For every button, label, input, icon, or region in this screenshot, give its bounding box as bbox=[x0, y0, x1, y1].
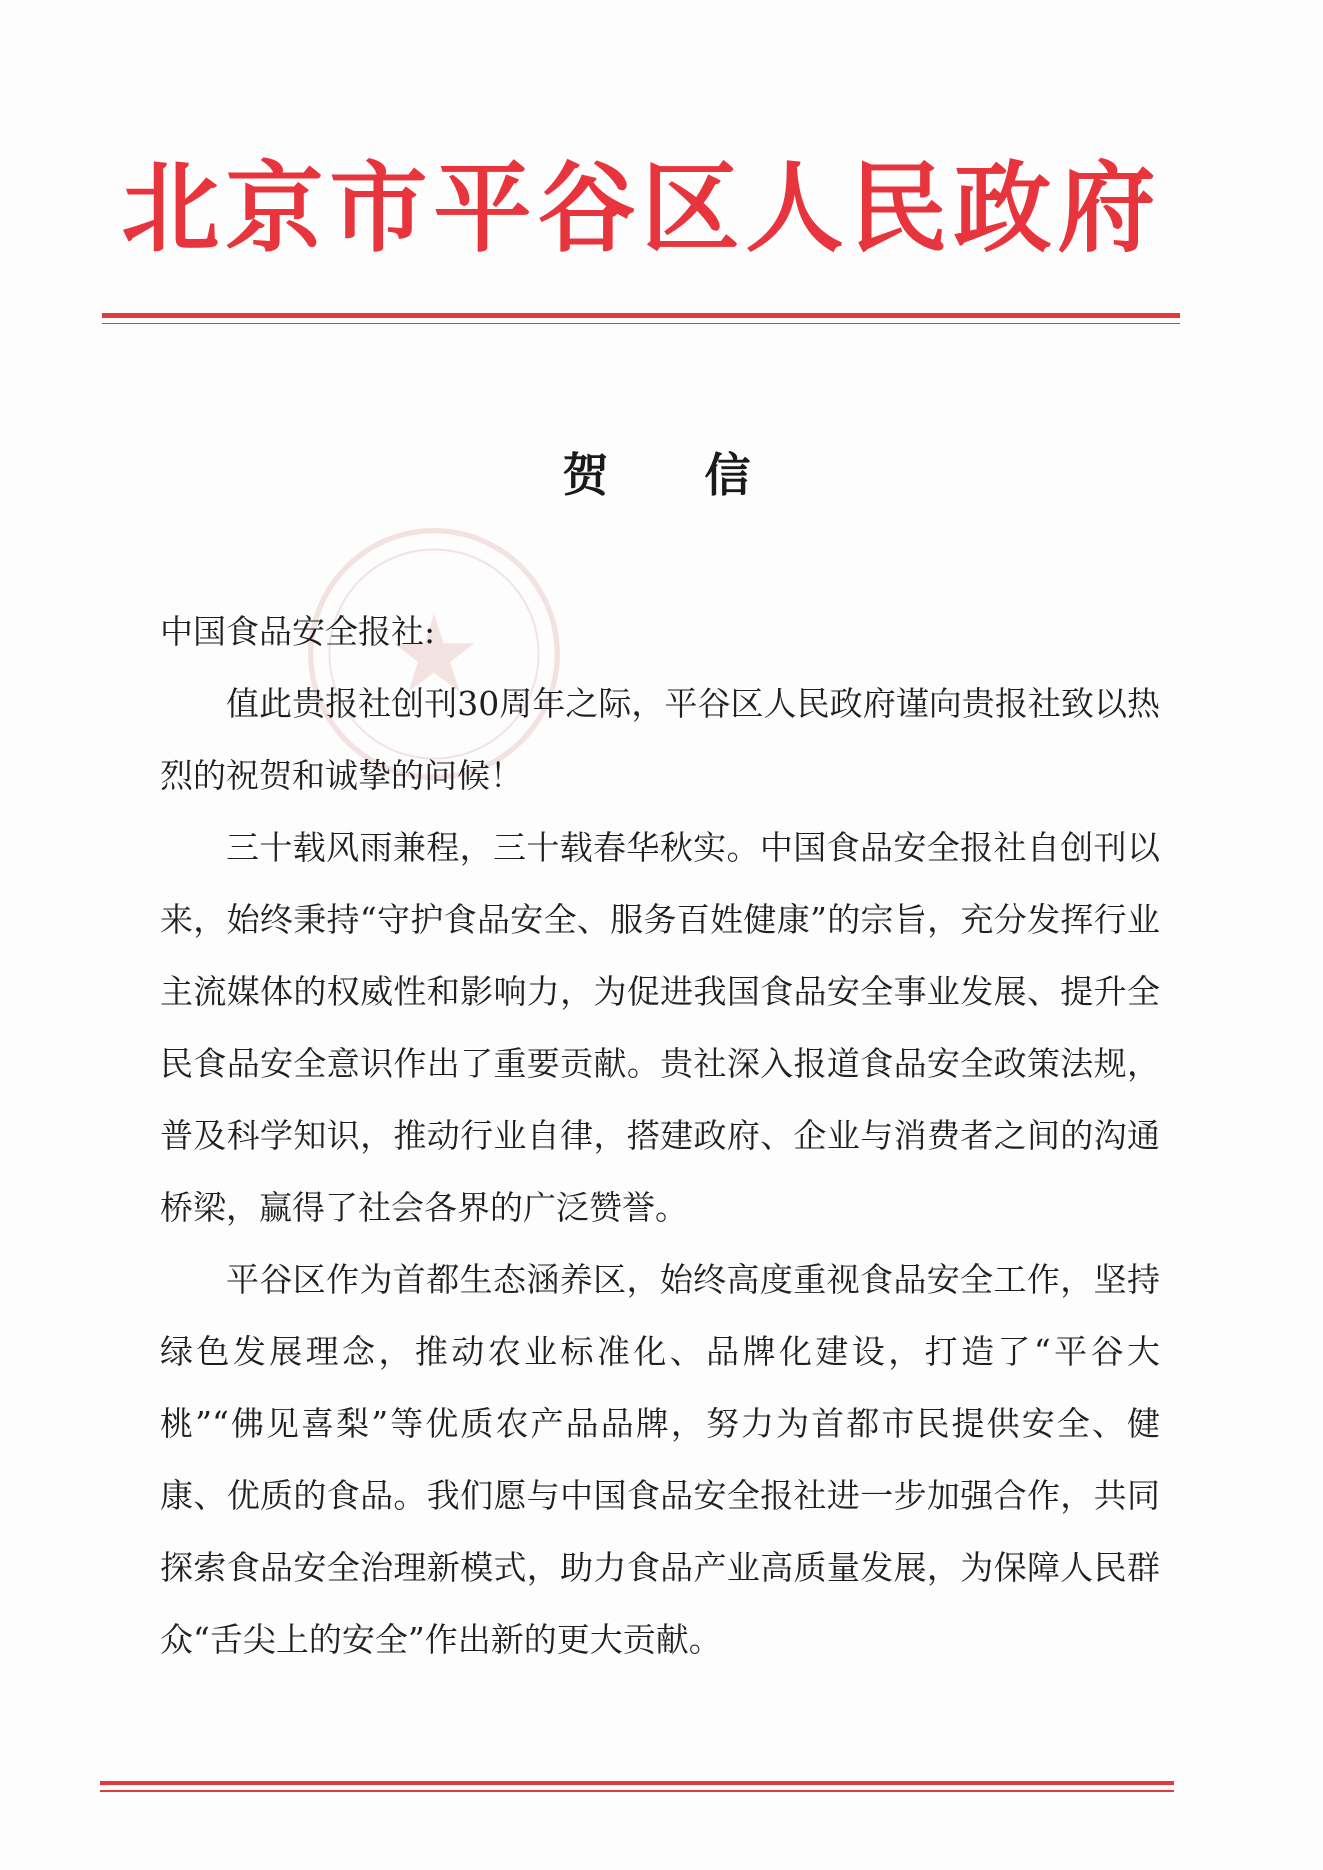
letter-paragraph: 三十载风雨兼程，三十载春华秋实。中国食品安全报社自创刊以来，始终秉持“守护食品安全、服务百姓健康”的宗旨，充分发挥行业主流媒体的权威性和影响力，为促进我国食品安全事业发展、提升全民食品安全意识作出了重要贡献。贵社深入报道食品安全政策法规，普及科学知识，推动行业自律，搭建政府、企业与消费者之间的沟通桥梁，赢得了社会各界的广泛赞誉。 bbox=[160, 828, 1160, 1227]
letter-salutation: 中国食品安全报社: bbox=[160, 612, 436, 651]
letter-body bbox=[160, 668, 1160, 1676]
letter-paragraph: 平谷区作为首都生态涵养区，始终高度重视食品安全工作，坚持绿色发展理念，推动农业标准化、品牌化建设，打造了“平谷大桃”“佛见喜梨”等优质农产品品牌，努力为首都市民提供安全、健康、优质的食品。我们愿与中国食品安全报社进一步加强合作，共同探索食品安全治理新模式，助力食品产业高质量发展，为保障人民群众“舌尖上的安全”作出新的更大贡献。 bbox=[160, 1260, 1160, 1659]
letterhead-rule-thin bbox=[102, 323, 1180, 324]
footer-rule-thin bbox=[100, 1790, 1174, 1792]
letterhead-title: 北京市平谷区人民政府 bbox=[121, 151, 1162, 266]
letterhead-rule-thick bbox=[102, 313, 1180, 318]
letter-paragraph: 值此贵报社创刊30周年之际，平谷区人民政府谨向贵报社致以热烈的祝贺和诚挚的问候！ bbox=[160, 684, 1160, 795]
letter-title: 贺 信 bbox=[562, 448, 791, 502]
footer-rule-thick bbox=[100, 1781, 1174, 1785]
